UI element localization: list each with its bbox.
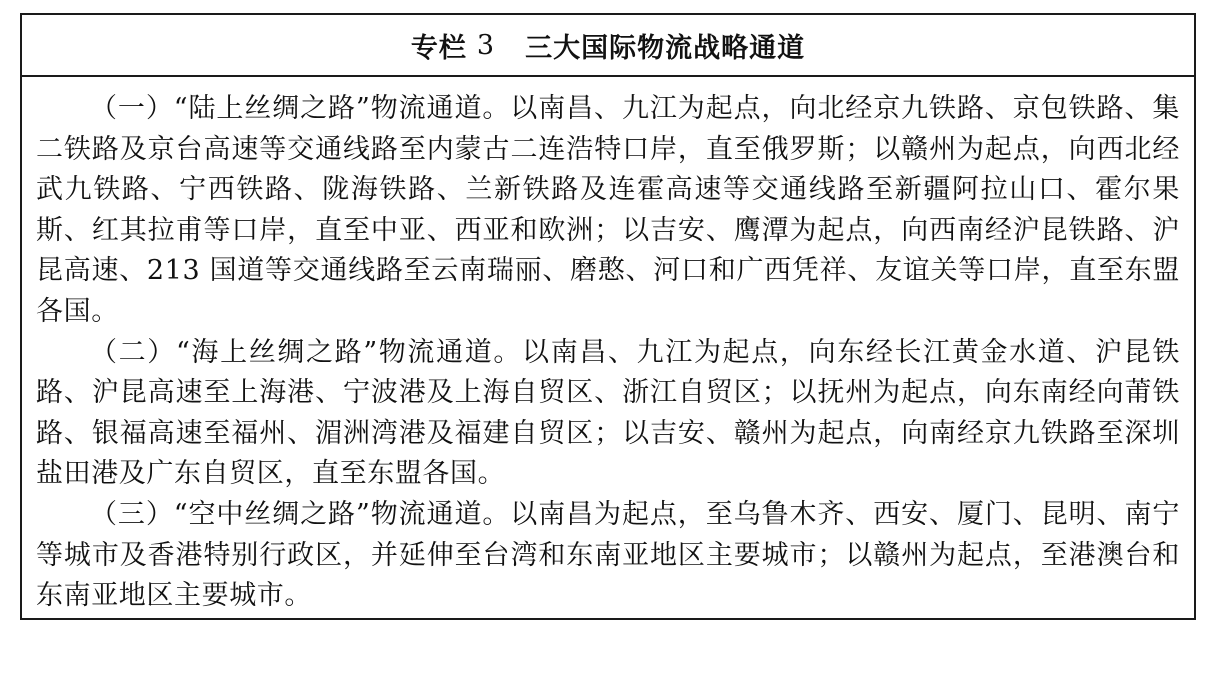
paragraph-air-route: （三）“空中丝绸之路”物流通道。以南昌为起点，至乌鲁木齐、西安、厦门、昆明、南宁等城市及香港特别行政区，并延伸至台湾和东南亚地区主要城市；以赣州为起点，至港澳台和东南亚地区主要城市。 [36, 498, 1180, 612]
column-title: 三大国际物流战略通道 [525, 32, 806, 64]
paragraph-land-route: （一）“陆上丝绸之路”物流通道。以南昌、九江为起点，向北经京九铁路、京包铁路、集二铁路及京台高速等交通线路至内蒙古二连浩特口岸，直至俄罗斯；以赣州为起点，向西北经武九铁路、宁西铁路、陇海铁路、兰新铁路及连霍高速等交通线路至新疆阿拉山口、霍尔果斯、红其拉甫等口岸，直至中亚、西亚和欧洲；以吉安、鹰潭为起点，向西南经沪昆铁路、沪昆高速、213 国道等交通线路至云南瑞丽、磨憨、河口和广西凭祥、友谊关等口岸，直至东盟各国。 [36, 93, 1180, 327]
paragraph-sea-route: （二）“海上丝绸之路”物流通道。以南昌、九江为起点，向东经长江黄金水道、沪昆铁路、沪昆高速至上海港、宁波港及上海自贸区、浙江自贸区；以抚州为起点，向东南经向莆铁路、银福高速至福州、湄洲湾港及福建自贸区；以吉安、赣州为起点，向南经京九铁路至深圳盐田港及广东自贸区，直至东盟各国。 [36, 336, 1180, 490]
column-header [22, 15, 1194, 77]
column-number: 3 [476, 29, 496, 61]
column-box [20, 13, 1196, 620]
column-label: 专栏 [410, 32, 467, 64]
column-body [22, 77, 1194, 617]
